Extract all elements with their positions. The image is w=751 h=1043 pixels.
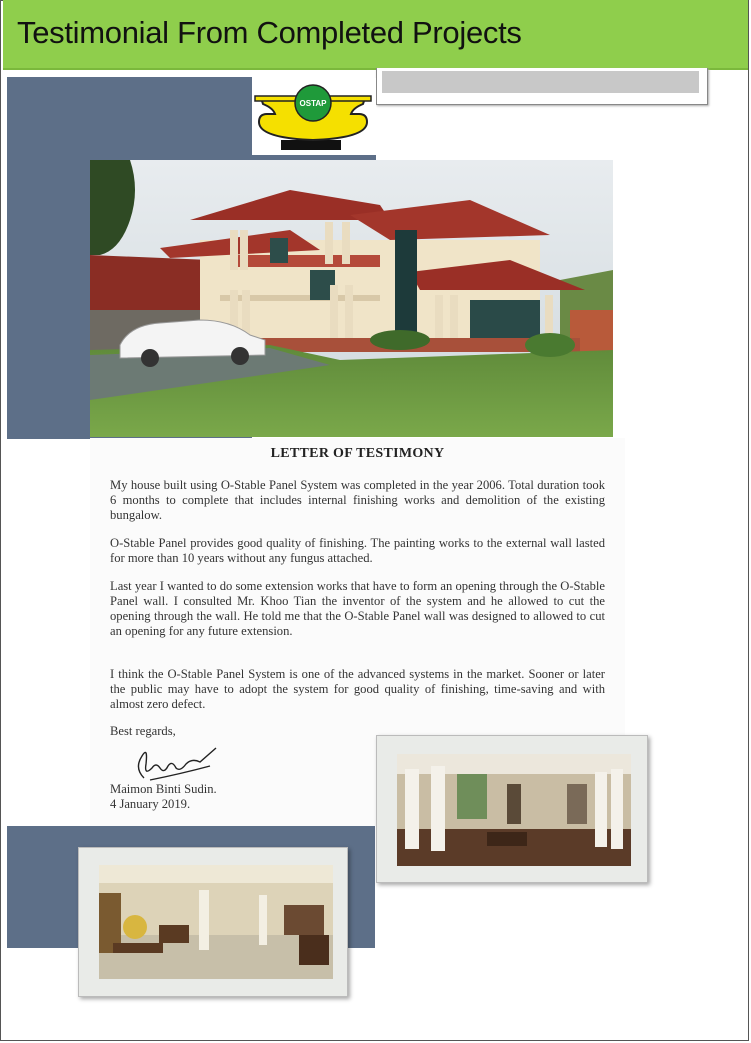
house-exterior-photo [90,160,613,437]
letter-date: 4 January 2019. [110,797,191,811]
ostap-logo [253,78,376,154]
interior-hall-photo [397,754,631,866]
letter-closing: Best regards, [110,724,176,738]
letter-paragraph: Last year I wanted to do some extension works that have to form an opening through the O-Stable Panel wall. I consulted Mr. Khoo Tian the inventor of the system and he allowed to cut the opening through the wall. He told me that the O-Stable Panel wall was designed to allowed to cut an opening for any future extension. [110,579,605,638]
interior-photo-frame-left [78,847,348,997]
letter-paragraph: I think the O-Stable Panel System is one of the advanced systems in the market. Sooner or later the public may have to adopt the system for good quality of finishing, time-saving and with almost zero defect. [110,667,605,711]
page-title: Testimonial From Completed Projects [17,15,522,50]
interior-living-room-photo [99,865,333,979]
gray-banner [376,68,708,105]
letter-paragraph: My house built using O-Stable Panel System was completed in the year 2006. Total duration took 6 months to complete that includes internal finishing works and demolition of the existing bungalow. [110,478,605,522]
logo-text: OSTAP [299,99,327,108]
page-header [3,0,748,70]
handwritten-signature [130,738,220,782]
letter-paragraph: O-Stable Panel provides good quality of finishing. The painting works to the external wall lasted for more than 10 years without any fungus attached. [110,536,605,565]
letter-title: LETTER OF TESTIMONY [270,446,445,461]
interior-photo-frame-right [376,735,648,883]
signer-name: Maimon Binti Sudin. [110,782,217,796]
